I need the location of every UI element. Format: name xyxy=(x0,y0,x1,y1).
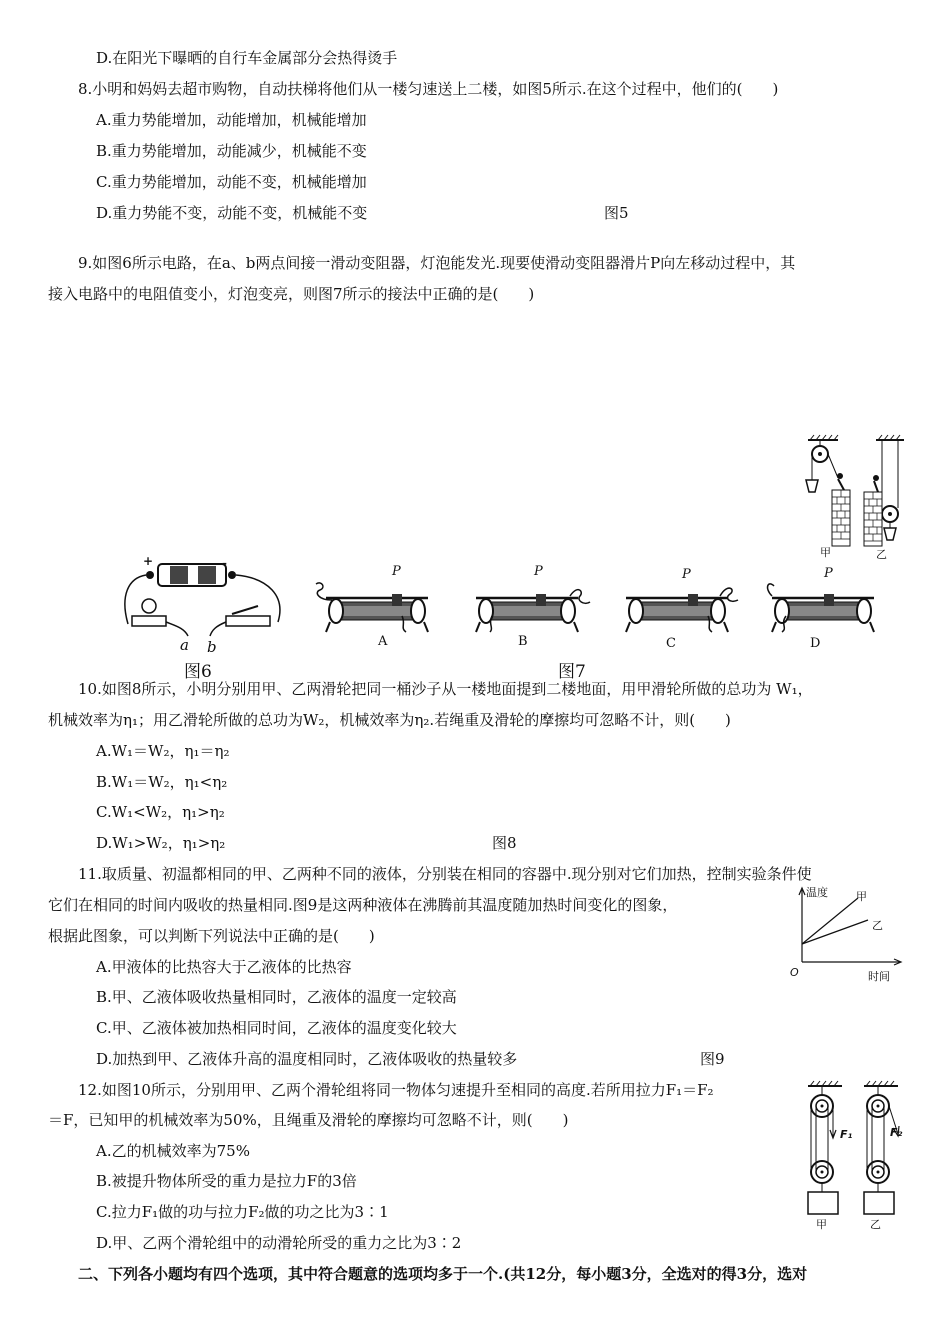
rheostat-a-label: A xyxy=(378,634,388,649)
q12-option-b: B.被提升物体所受的重力是拉力F的3倍 xyxy=(96,1172,357,1190)
figure-9-x-axis-label: 时间 xyxy=(868,970,890,983)
figure-9-origin-label: O xyxy=(790,966,799,979)
q8-option-d: D.重力势能不变，动能不变，机械能不变 xyxy=(96,204,368,222)
section-2-heading: 二、下列各小题均有四个选项，其中符合题意的选项均多于一个.(共12分，每小题3分，全选对的得3分，选对 xyxy=(78,1265,808,1283)
q10-stem-line1: 10.如图8所示，小明分别用甲、乙两滑轮把同一桶沙子从一楼地面提到二楼地面，用甲滑轮所做的总功为 W₁， xyxy=(78,680,813,698)
q11-option-d: D.加热到甲、乙液体升高的温度相同时，乙液体吸收的热量较多 xyxy=(96,1050,518,1068)
q11-stem-line3: 根据此图象，可以判断下列说法中正确的是( ) xyxy=(48,927,375,945)
q12-stem-line2: ＝F，已知甲的机械效率为50%，且绳重及滑轮的摩擦均可忽略不计，则( ) xyxy=(48,1111,569,1129)
q9-stem-line1: 9.如图6所示电路，在a、b两点间接一滑动变阻器，灯泡能发光.现要使滑动变阻器滑片P向左移动过程中，其 xyxy=(78,254,796,272)
rheostat-a-slider-label: P xyxy=(392,564,401,579)
figure-6-caption: 图6 xyxy=(184,662,212,682)
figure-10-force-f2-label: F₂ xyxy=(890,1126,903,1139)
figure-5-caption: 图5 xyxy=(604,204,629,222)
q8-option-a: A.重力势能增加，动能增加，机械能增加 xyxy=(96,111,367,129)
q10-option-a: A.W₁＝W₂，η₁＝η₂ xyxy=(96,742,230,760)
rheostat-c-slider-label: P xyxy=(682,567,691,582)
figure-8-pulley-illustration xyxy=(800,432,910,562)
figure-9-line-jia-label: 甲 xyxy=(856,890,867,903)
figure-10-label-right: 乙 xyxy=(870,1218,881,1231)
figure-6-circuit xyxy=(118,556,288,636)
q10-option-d: D.W₁>W₂，η₁>η₂ xyxy=(96,834,226,852)
figure-8-label-right: 乙 xyxy=(876,548,887,561)
figure-7-caption: 图7 xyxy=(558,662,586,682)
figure-9-line-yi-label: 乙 xyxy=(872,919,883,932)
rheostat-b-slider-label: P xyxy=(534,564,543,579)
q11-stem-line2: 它们在相同的时间内吸收的热量相同.图9是这两种液体在沸腾前其温度随加热时间变化的图象， xyxy=(48,896,678,914)
figure-8-label-left: 甲 xyxy=(820,546,831,559)
q12-stem-line1: 12.如图10所示，分别用甲、乙两个滑轮组将同一物体匀速提升至相同的高度.若所用拉力F₁＝F₂ xyxy=(78,1081,714,1099)
rheostat-c xyxy=(612,578,742,634)
rheostat-b xyxy=(462,578,592,634)
q9-stem-line2: 接入电路中的电阻值变小，灯泡变亮，则图7所示的接法中正确的是( ) xyxy=(48,285,535,303)
q12-option-a: A.乙的机械效率为75% xyxy=(96,1142,250,1160)
q11-option-c: C.甲、乙液体被加热相同时间，乙液体的温度变化较大 xyxy=(96,1019,457,1037)
figure-10-label-left: 甲 xyxy=(816,1218,827,1231)
figure-6-minus-sign: - xyxy=(222,556,227,570)
q11-option-a: A.甲液体的比热容大于乙液体的比热容 xyxy=(96,958,352,976)
q11-option-b: B.甲、乙液体吸收热量相同时，乙液体的温度一定较高 xyxy=(96,988,457,1006)
q11-stem-line1: 11.取质量、初温都相同的甲、乙两种不同的液体，分别装在相同的容器中.现分别对它们加热，控制实验条件使 xyxy=(78,865,812,883)
q10-stem-line2: 机械效率为η₁；用乙滑轮所做的总功为W₂，机械效率为η₂.若绳重及滑轮的摩擦均可忽略不计，则( ) xyxy=(48,711,731,729)
q12-option-d: D.甲、乙两个滑轮组中的动滑轮所受的重力之比为3∶2 xyxy=(96,1234,462,1252)
q7-option-d: D.在阳光下曝晒的自行车金属部分会热得烫手 xyxy=(96,49,398,67)
rheostat-d xyxy=(758,578,888,634)
rheostat-a xyxy=(312,578,442,634)
q8-option-c: C.重力势能增加，动能不变，机械能增加 xyxy=(96,173,367,191)
figure-6-terminal-b: b xyxy=(207,638,217,656)
rheostat-d-label: D xyxy=(810,636,821,651)
figure-9-y-axis-label: 温度 xyxy=(806,886,828,899)
q10-option-b: B.W₁＝W₂，η₁<η₂ xyxy=(96,773,228,791)
q8-option-b: B.重力势能增加，动能减少，机械能不变 xyxy=(96,142,367,160)
figure-6-plus-sign: + xyxy=(143,554,154,568)
q10-option-c: C.W₁<W₂，η₁>η₂ xyxy=(96,803,225,821)
q12-option-c: C.拉力F₁做的功与拉力F₂做的功之比为3∶1 xyxy=(96,1203,389,1221)
rheostat-c-label: C xyxy=(666,636,676,651)
figure-8-caption: 图8 xyxy=(492,834,517,852)
figure-10-pulley-systems xyxy=(802,1076,908,1226)
rheostat-d-slider-label: P xyxy=(824,566,833,581)
figure-10-force-f1-label: F₁ xyxy=(840,1128,853,1141)
figure-6-terminal-a: a xyxy=(180,636,189,654)
rheostat-b-label: B xyxy=(518,634,528,649)
q8-stem: 8.小明和妈妈去超市购物，自动扶梯将他们从一楼匀速送上二楼，如图5所示.在这个过程中，他们的( ) xyxy=(78,80,779,98)
figure-9-caption: 图9 xyxy=(700,1050,725,1068)
